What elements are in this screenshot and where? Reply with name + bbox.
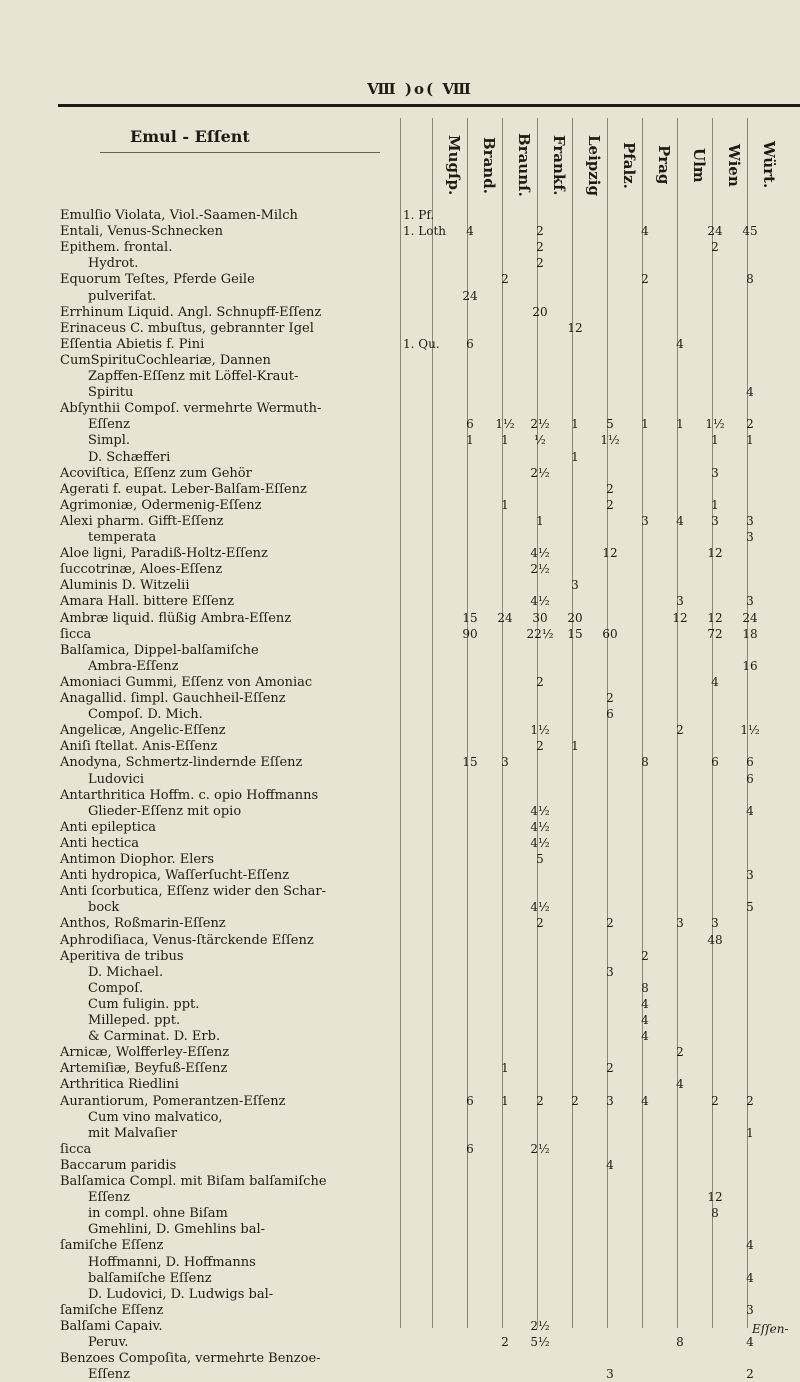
row-label: Eſſentia Abietis f. Pini (60, 336, 205, 352)
price-cell: 1 (746, 1125, 754, 1140)
row-label: Aperitiva de tribus (60, 948, 184, 964)
column-header: Prag (655, 145, 673, 185)
price-cell: 24 (462, 288, 478, 303)
row-label: Compoſ. D. Mich. (88, 707, 203, 723)
price-cell: 1 (711, 497, 719, 512)
price-cell: 4 (746, 1335, 754, 1349)
price-cell: 4 (641, 996, 649, 1011)
price-cell: 3 (711, 513, 719, 528)
price-cell: 4 (466, 224, 474, 239)
row-label: Eſſenz (88, 1367, 131, 1382)
column-header: Würt. (760, 141, 778, 189)
price-cell: 2 (501, 1335, 509, 1349)
row-label: D. Michael. (88, 964, 164, 980)
price-cell: 2 (606, 481, 614, 496)
row-label: Anagallid. ſimpl. Gauchheil-Eſſenz (60, 691, 286, 706)
price-cell: 4 (641, 1013, 649, 1027)
row-label: Entali, Venus-Schnecken (60, 224, 223, 240)
row-label: D. Ludovici, D. Ludwigs bal- (88, 1286, 274, 1302)
row-label: Agerati f. eupat. Leber-Balſam-Eſſenz (60, 481, 307, 497)
price-cell: 2 (711, 240, 719, 255)
column-header: Leipzig (585, 134, 603, 196)
price-cell: 1 (746, 433, 754, 448)
price-cell: 1½ (530, 723, 550, 738)
row-label: Anthos, Roßmarin-Eſſenz (60, 916, 226, 932)
price-cell: 2½ (530, 562, 550, 577)
price-cell: 12 (672, 610, 688, 625)
price-cell: 4½ (530, 546, 550, 561)
price-cell: 3 (711, 465, 719, 480)
price-cell: 2 (536, 256, 544, 271)
price-cell: 3 (746, 868, 754, 883)
price-cell: 8 (676, 1335, 684, 1349)
price-cell: 4 (711, 674, 719, 689)
row-label: ſamiſche Eſſenz (60, 1302, 164, 1318)
row-label: balſamiſche Eſſenz (88, 1270, 212, 1286)
row-label: ſuccotrinæ, Aloes-Eſſenz (60, 562, 223, 578)
row-label: Aluminis D. Witzelii (60, 578, 190, 594)
row-label: Ambra-Eſſenz (88, 658, 179, 674)
price-cell: 1 (501, 497, 509, 512)
row-label: Zapffen-Eſſenz mit Löffel-Kraut- (88, 369, 299, 384)
price-cell: 8 (641, 755, 649, 770)
price-cell: 12 (707, 546, 723, 561)
row-label: Erinaceus C. mbuſtus, gebrannter Igel (60, 320, 314, 336)
price-cell: 4 (641, 224, 649, 239)
section-title: Emul - Eſſent (130, 127, 250, 146)
row-label: Anti hydropica, Waſſerſucht-Eſſenz (60, 868, 290, 884)
column-divider (502, 118, 503, 1328)
price-cell: 3 (641, 513, 649, 528)
column-header: Braunſ. (515, 133, 533, 197)
price-cell: 6 (466, 1141, 474, 1156)
price-cell: 12 (567, 320, 583, 335)
header-rule (58, 104, 800, 107)
price-cell: 20 (532, 304, 548, 319)
row-label: & Carminat. D. Erb. (88, 1029, 221, 1045)
price-cell: 1 (711, 433, 719, 448)
price-cell: 5 (746, 900, 754, 915)
row-label: Anti hectica (60, 835, 140, 851)
row-label: Benzoes Compoſita, vermehrte Benzoe- (60, 1351, 321, 1367)
price-cell: 45 (742, 224, 758, 239)
price-cell: 2 (676, 1045, 684, 1060)
price-cell: 6 (711, 755, 719, 770)
price-cell: 22½ (526, 626, 554, 641)
column-divider (432, 118, 433, 1328)
price-cell: 2 (536, 240, 544, 255)
row-label: Emulſio Violata, Viol.-Saamen-Milch (60, 208, 298, 223)
price-cell: 3 (571, 578, 579, 593)
catchword: Eſſen- (752, 1322, 789, 1336)
row-label: Aphrodiſiaca, Venus-ſtärckende Eſſenz (60, 932, 314, 948)
row-label: in compl. ohne Biſam (88, 1206, 228, 1222)
row-label: Artemiſiæ, Beyfuß-Eſſenz (60, 1061, 228, 1077)
price-cell: 1 (501, 433, 509, 448)
price-cell: 2 (536, 674, 544, 689)
price-cell: 6 (746, 755, 754, 770)
price-cell: 1 (676, 417, 684, 432)
price-cell: 1½ (705, 417, 725, 432)
price-cell: 4 (746, 385, 754, 400)
row-label: Aurantiorum, Pomerantzen-Eſſenz (60, 1093, 286, 1109)
column-divider (607, 118, 608, 1328)
row-label: D. Schæfferi (88, 449, 171, 465)
row-label: Balſami Capaiv. (60, 1318, 163, 1334)
column-header: Wien (725, 143, 743, 187)
price-cell: 2 (606, 1061, 614, 1076)
column-header: Pfalz. (620, 141, 638, 189)
price-cell: 2 (641, 948, 649, 963)
price-cell: 3 (606, 964, 614, 979)
row-label: Hoffmanni, D. Hoffmanns (88, 1254, 256, 1270)
price-cell: 15 (567, 626, 583, 641)
price-cell: 1 (571, 739, 579, 754)
row-label: Abſynthii Compoſ. vermehrte Wermuth- (60, 401, 322, 417)
price-cell: 18 (742, 626, 758, 641)
price-cell: 1 (571, 417, 579, 432)
price-cell: 1 (501, 1061, 509, 1076)
price-cell: 24 (742, 610, 758, 625)
row-unit: 1. Qu. (403, 336, 440, 351)
row-label: Peruv. (88, 1335, 129, 1350)
price-cell: 60 (602, 626, 618, 641)
price-cell: 2½ (530, 1318, 550, 1333)
price-cell: 3 (746, 1302, 754, 1317)
column-divider (642, 118, 643, 1328)
row-label: Cum fuligin. ppt. (88, 996, 200, 1012)
row-label: Antimon Diophor. Elers (60, 852, 215, 867)
column-divider (400, 118, 401, 1328)
price-cell: 2 (536, 739, 544, 754)
price-cell: 4 (641, 1029, 649, 1044)
row-label: ſicca (60, 1141, 92, 1157)
row-label: Milleped. ppt. (88, 1013, 181, 1028)
price-cell: 1½ (740, 723, 760, 738)
price-cell: 8 (641, 980, 649, 995)
price-cell: 1½ (495, 417, 515, 432)
price-cell: 1 (501, 1093, 509, 1108)
price-cell: 15 (462, 755, 478, 770)
column-header: Frankf. (550, 134, 568, 196)
column-header: Ulm (690, 147, 708, 183)
row-label: Cum vino malvatico, (88, 1109, 223, 1125)
price-cell: 2 (746, 1367, 754, 1382)
row-label: Eſſenz (88, 417, 131, 433)
price-cell: 72 (707, 626, 723, 641)
row-unit: 1. Loth (403, 224, 447, 239)
row-label: Angelicæ, Angelic-Eſſenz (60, 723, 226, 739)
price-cell: 2½ (530, 417, 550, 432)
price-cell: 3 (711, 916, 719, 931)
row-label: Ambræ liquid. flüßig Ambra-Eſſenz (60, 610, 292, 626)
price-cell: 2 (536, 224, 544, 239)
price-cell: 3 (746, 594, 754, 609)
price-cell: 5 (536, 852, 544, 866)
price-cell: 2 (746, 417, 754, 432)
price-cell: 8 (746, 272, 754, 287)
price-cell: 3 (746, 530, 754, 544)
price-cell: 4 (746, 1270, 754, 1285)
row-label: bock (88, 900, 120, 916)
price-cell: 48 (707, 932, 723, 947)
row-unit: 1. Pf. (403, 208, 435, 222)
price-cell: 2 (711, 1093, 719, 1108)
row-label: Simpl. (88, 433, 131, 449)
price-cell: 2½ (530, 1141, 550, 1156)
row-label: ſamiſche Eſſenz (60, 1238, 164, 1254)
price-cell: 5½ (530, 1335, 550, 1349)
row-label: Equorum Teſtes, Pferde Geile (60, 272, 255, 288)
price-cell: 12 (602, 546, 618, 561)
price-cell: 4 (676, 513, 684, 528)
row-label: Aloe ligni, Paradiß-Holtz-Eſſenz (60, 546, 268, 562)
price-cell: 4 (676, 1077, 684, 1092)
row-label: Acoviſtica, Eſſenz zum Gehör (60, 465, 252, 481)
row-label: Ludovici (88, 771, 145, 787)
price-cell: 1 (536, 513, 544, 528)
price-cell: 90 (462, 626, 478, 641)
column-header: Mugſp. (445, 134, 463, 196)
price-cell: 4½ (530, 900, 550, 915)
row-label: Agrimoniæ, Odermenig-Eſſenz (60, 497, 262, 513)
column-divider (572, 118, 573, 1328)
row-label: Antarthritica Hoffm. c. opio Hoffmanns (60, 787, 319, 803)
price-cell: 4½ (530, 803, 550, 818)
row-label: Epithem. frontal. (60, 240, 173, 256)
price-cell: 1 (641, 417, 649, 432)
price-cell: ½ (534, 433, 546, 448)
row-label: Eſſenz (88, 1190, 131, 1206)
price-cell: 3 (501, 755, 509, 770)
row-label: Amoniaci Gummi, Eſſenz von Amoniac (60, 674, 313, 690)
price-cell: 30 (532, 610, 548, 625)
column-divider (712, 118, 713, 1328)
row-label: Arthritica Riedlini (60, 1077, 179, 1093)
row-label: Compoſ. (88, 980, 144, 996)
price-cell: 24 (497, 610, 513, 625)
row-label: Anodyna, Schmertz-lindernde Eſſenz (60, 755, 303, 771)
price-cell: 1 (571, 449, 579, 464)
price-cell: 2 (606, 497, 614, 512)
row-label: Baccarum paridis (60, 1157, 177, 1173)
price-cell: 2½ (530, 465, 550, 480)
price-cell: 3 (606, 1093, 614, 1108)
price-cell: 6 (606, 707, 614, 722)
price-cell: 4 (746, 1238, 754, 1253)
price-cell: 4 (606, 1157, 614, 1172)
price-cell: 5 (606, 417, 614, 432)
price-cell: 6 (466, 417, 474, 432)
price-cell: 2 (746, 1093, 754, 1108)
row-label: pulverifat. (88, 288, 157, 304)
row-label: Spiritu (88, 385, 134, 401)
row-label: Anti ſcorbutica, Eſſenz wider den Schar- (60, 884, 327, 900)
row-label: Glieder-Eſſenz mit opio (88, 803, 242, 819)
price-cell: 6 (746, 771, 754, 786)
price-cell: 3 (676, 916, 684, 931)
row-label: Hydrot. (88, 256, 139, 272)
row-label: Aniſi ſtellat. Anis-Eſſenz (60, 739, 218, 755)
price-cell: 2 (571, 1093, 579, 1108)
row-label: ſicca (60, 626, 92, 642)
price-cell: 3 (746, 513, 754, 528)
price-cell: 3 (676, 594, 684, 609)
price-cell: 2 (536, 1093, 544, 1108)
price-cell: 6 (466, 1093, 474, 1108)
column-header: Brand. (480, 136, 498, 194)
row-label: Balſamica Compl. mit Biſam balſamiſche (60, 1174, 327, 1189)
row-label: Amara Hall. bittere Eſſenz (60, 594, 234, 610)
price-cell: 4 (746, 803, 754, 818)
row-label: Errhinum Liquid. Angl. Schnupff-Eſſenz (60, 304, 322, 320)
price-cell: 3 (606, 1367, 614, 1382)
price-cell: 24 (707, 224, 723, 239)
price-cell: 1½ (600, 433, 620, 448)
price-cell: 8 (711, 1206, 719, 1221)
price-cell: 2 (606, 916, 614, 931)
row-label: Gmehlini, D. Gmehlins bal- (88, 1222, 266, 1238)
price-cell: 1 (466, 433, 474, 448)
price-cell: 16 (742, 658, 758, 673)
price-cell: 2 (536, 916, 544, 931)
price-cell: 4½ (530, 835, 550, 850)
price-cell: 12 (707, 1190, 723, 1205)
price-cell: 2 (606, 691, 614, 705)
price-cell: 12 (707, 610, 723, 625)
section-rule (100, 152, 380, 153)
row-label: Anti epileptica (60, 819, 157, 835)
header-ornament: Ⅷ )o( Ⅷ (367, 80, 473, 98)
row-label: Alexi pharm. Gifft-Eſſenz (60, 513, 224, 529)
row-label: mit Malvaſier (88, 1125, 178, 1141)
price-cell: 2 (501, 272, 509, 287)
price-cell: 4 (641, 1093, 649, 1108)
row-label: Balſamica, Dippel-balſamiſche (60, 642, 259, 658)
row-label: CumSpirituCochleariæ, Dannen (60, 352, 271, 368)
price-cell: 2 (641, 272, 649, 287)
price-cell: 20 (567, 610, 583, 625)
price-cell: 2 (676, 723, 684, 738)
price-cell: 15 (462, 610, 478, 625)
price-cell: 4½ (530, 819, 550, 834)
price-cell: 6 (466, 336, 474, 351)
row-label: Arnicæ, Wolfferley-Eſſenz (60, 1045, 230, 1061)
price-cell: 4½ (530, 594, 550, 609)
row-label: temperata (88, 530, 157, 545)
price-cell: 4 (676, 336, 684, 351)
